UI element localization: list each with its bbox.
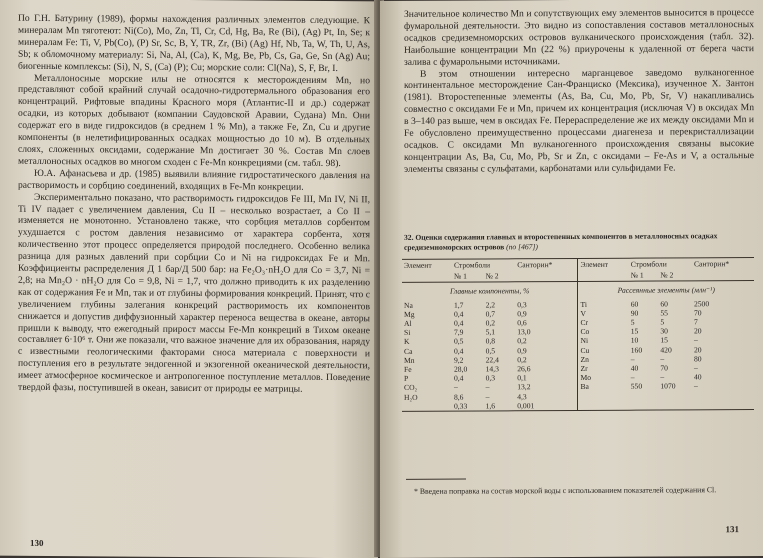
table-cell: 550 <box>630 382 643 392</box>
table-cell: – <box>630 372 635 382</box>
table-cell <box>402 401 452 411</box>
table-cell: – <box>453 383 458 393</box>
table-cell: Cu <box>578 345 629 354</box>
table-cell: 7 <box>693 317 698 327</box>
table-cell <box>578 391 629 400</box>
paragraph: По Г.Н. Батурину (1989), формы нахождения различных элементов следующие. К минералам Mn тяготеют: Ni(Co), Mo, Zn, Tl, Cr, Cd, Hg, Ba, Re (Bi), (Ag) Pt, In, Se; к минералам Fe: Ti, V, Pb(Co), (P) Sr, Sc, B, Y, TR, Zr, (Bi) (Ag) Hf, Nb, Ta, W, Th, U, As, Sb; к обломочному материалу: Si, Na, Al, (Ca), K, Mg, Be, Pb, Cs, Ga, Ge, Sn (Ag) Au; биогенные комплексы: (Si), N, S, (Ca) (P); Cu; морские соли: Cl(Na), S, F, Br, I. <box>18 12 370 74</box>
col-header-no2: № 2 <box>484 270 516 282</box>
table-cell: 2,2 <box>485 300 496 310</box>
table-cell: – <box>630 354 635 364</box>
table-cell: – <box>485 392 490 402</box>
main-components-subheader: Главные компоненты, % <box>450 286 530 297</box>
table-cell: 4,3 <box>517 391 527 401</box>
table-cell: 0,001 <box>515 401 578 411</box>
table-cell: 8,6 <box>453 392 464 402</box>
table-cell: 5 <box>630 317 635 327</box>
table-cell: – <box>693 335 698 345</box>
col-header-no1: № 1 <box>452 271 484 283</box>
table-cell: – <box>660 372 665 382</box>
table-cell: Cr <box>578 318 629 327</box>
col-header-no2: № 2 <box>658 270 692 282</box>
table-cell: 60 <box>630 299 639 309</box>
table-cell: 30 <box>660 326 668 336</box>
table-cell: 13,2 <box>517 382 531 392</box>
table-cell: 1070 <box>660 381 676 391</box>
table-cell: 0,3 <box>485 373 496 383</box>
table-cell: 0,4 <box>453 309 464 319</box>
table-cell: 0,9 <box>517 345 527 355</box>
paragraph: Ю.А. Афанасьева и др. (1985) выявили влияние гидростатического давления на растворимость и сорбцию соединений, входящих в Fe-Mn конкреции. <box>18 167 370 193</box>
table-cell: Ti <box>578 299 629 308</box>
table-cell: 70 <box>660 363 668 373</box>
col-header-element: Элемент <box>402 259 452 271</box>
table-cell: 10 <box>630 336 639 346</box>
table-cell: 0,2 <box>517 336 527 346</box>
table-cell: 7,9 <box>453 327 464 337</box>
table-cell: 0,4 <box>453 318 464 328</box>
composition-table <box>402 257 754 412</box>
page-number: 130 <box>30 537 44 548</box>
table-cell: 90 <box>630 308 639 318</box>
table-cell: Fe <box>404 364 412 374</box>
table-cell: Mn <box>404 355 415 365</box>
table-cell: 1,7 <box>453 300 464 310</box>
table-cell: 70 <box>693 308 702 318</box>
table-cell <box>658 391 692 400</box>
table-cell: 0,4 <box>453 373 464 383</box>
table-cell: 28,0 <box>453 364 468 374</box>
table-cell: V <box>578 309 629 318</box>
table-cell: Al <box>404 318 412 328</box>
right-text-column <box>404 7 754 176</box>
table-cell: 0,5 <box>453 336 464 347</box>
table-cell: 40 <box>693 372 702 382</box>
table-cell: 2500 <box>693 298 710 308</box>
table-cell: 5 <box>660 317 665 327</box>
paragraph: В этом отношении интересно марганцевое заведомо вулканогенное континентальное месторождение Сан-Франциско (Мексика), изученное Х. Зантон (1981). Второстепенные элементы (As, Ba, Cu, Mo, Pb, Sr, V) накапливались совместно с оксидами Fe и Mn, причем их концентрация (исключая V) в оксидах Mn в 3–140 раз выше, чем в оксидах Fe. Перераспределение же их между оксидами Mn и Fe обусловлено преимущественно процессами диагенеза и перекристаллизации осадков. С оксидами Mn вулканогенного происхождения связаны высокие концентрации As, Ba, Cu, Mo, Pb, Sr и Zn, с оксидами – Fe-As и V, а остальные элементы связаны с сульфатами, карбонатами или сульфидами Fe. <box>404 66 754 175</box>
paragraph: Экспериментально показано, что растворимость гидроксидов Fe III, Mn IV, Ni II, Ti IV падает с увеличением давления, Cu II – несколько возрастает, а Co II – изменяется не монотонно. Установлено также, что сорбция металлов сорбентом ухудшается с ростом давления независимо от характера сорбента, хотя количественно этот процесс определяется природой последнего. Особенно велика разница для разных давлений при сорбции Co и Ni на гидроксидах Fe и Mn. Коэффициенты распределения Д 1 бар/Д 500 бар: на Fe₂O₃·nH₂O для Co = 3,7, Ni = 2,8; на Mn₂O · nH₂O для Co = 9,8, Ni = 1,7, что должно приводить к их разделению как от содержания Fe и Mn, так и от глубины формирования конкреций. Принят, что с увеличением глубины залегания конкреций растворимость их компонентов снижается и допустив диффузионный характер переноса вещества в океане, авторы пришли к выводу, что ежегодный прирост массы Fe-Mn конкреций в Тихом океане составляет 6·10⁶ т. Они же показали, что важное значение для их образования, наряду с известными геологическими факторами сноса материала с поверхности и поступления его в результате эндогенной и экзогенной океанической деятельности, имеет атмосферное космическое и антропогенное поступление металлов. Поведение твердой фазы, поступившей в океан, зависит от природы ее матрицы. <box>18 191 370 395</box>
table-cell: 0,9 <box>517 309 527 319</box>
left-page <box>0 0 378 558</box>
table-cell: Mo <box>578 373 629 382</box>
table-cell: 0,5 <box>485 346 496 356</box>
table-cell: P <box>404 374 409 384</box>
trace-elements-subheader: Рассеянные элементы (млн⁻¹) <box>578 281 754 300</box>
table-cell <box>629 400 659 410</box>
table-cell: 0,8 <box>485 336 496 346</box>
table-cell <box>578 401 629 411</box>
table-caption-text: 32. Оценки содержания главных и второстепенных компонентов в металлоносных осадках средиземноморских островов <box>404 231 718 252</box>
table-cell: 0,33 <box>452 401 484 411</box>
col-header-santorini: Санторин* <box>515 258 578 270</box>
table-cell: 0,4 <box>453 346 464 356</box>
table-row <box>402 400 754 412</box>
table-cell: Zr <box>578 364 629 373</box>
paragraph: Металлоносные морские илы не относятся к месторождениям Mn, но представляют собой крайний случай осадочно-гидротермального образования его концентраций. Рифтовые впадины Красного моря (Атлантис-II и др.) содержат осадки, из которых добывают (компании Саудовской Аравии, Судана) Mn. Они содержат его в виде гидроксидов (в среднем 1 % Mn), а также Fe, Zn, Cu и другие компоненты (в нелетифицированных осадках мощностью до 10 м). В отдельных слоях, сложенных оксидами, содержание Mn достигает 30 %. Состав Mn слоев металлоносных осадков во многом сходен с Fe-Mn конкрециями (см. табл. 98). <box>18 72 370 169</box>
table-cell: Si <box>404 328 411 338</box>
table-cell: 26,6 <box>517 364 531 374</box>
table-cell <box>629 391 659 400</box>
table-cell: 420 <box>660 345 672 355</box>
table-caption-ref: (по [467]) <box>506 241 538 251</box>
table-cell: 0,7 <box>485 309 496 319</box>
table-cell: CO₂ <box>404 383 418 393</box>
table-cell <box>692 400 754 410</box>
footnote-rule <box>406 479 466 480</box>
table-cell: 15 <box>660 335 668 345</box>
table-cell: – <box>693 381 698 391</box>
table-cell: 0,1 <box>517 373 527 383</box>
page-number: 131 <box>725 524 739 535</box>
table-cell: – <box>693 363 698 373</box>
table-cell: 55 <box>660 308 668 318</box>
col-header-santorini: Санторин* <box>692 258 754 270</box>
table-cell: 0,6 <box>517 318 527 328</box>
col-header-stromboli: Стромболи <box>452 259 515 271</box>
table-cell: – <box>485 382 490 392</box>
table-cell <box>692 391 754 401</box>
table-cell: 5,1 <box>485 327 496 337</box>
col-header-stromboli: Стромболи <box>629 258 692 270</box>
table-cell: 160 <box>630 345 643 355</box>
table-cell: 40 <box>630 363 639 373</box>
table-cell: 0,2 <box>517 355 527 365</box>
table-cell: 20 <box>693 326 702 336</box>
table-cell: Ni <box>578 336 629 345</box>
table-caption <box>404 231 754 252</box>
paragraph: Значительное количество Mn и сопутствующих ему элементов выносится в процессе фумарольной деятельности. Это видно из сопоставления составов металлоносных осадков средиземноморских островов вулканического происхождения (табл. 32). Наибольшие концентрации Mn (22 %) приурочены к удаленной от берега части залива с фумарольными источниками. <box>404 7 754 68</box>
table-cell: 15 <box>630 326 639 336</box>
table-cell: 80 <box>693 354 702 364</box>
table-cell: K <box>404 337 410 347</box>
table-cell: 0,2 <box>485 318 496 328</box>
col-header-no1: № 1 <box>629 270 659 282</box>
right-page <box>380 0 763 558</box>
table-cell: 22,4 <box>485 355 499 365</box>
col-header-element: Элемент <box>578 258 629 270</box>
table-cell: H₂O <box>404 392 418 402</box>
table-cell: Co <box>578 327 629 336</box>
table-cell <box>658 400 692 410</box>
table-cell: 60 <box>660 299 668 309</box>
table-cell: 20 <box>693 344 702 354</box>
table-cell: 1,6 <box>484 401 516 411</box>
table-cell: Ca <box>404 346 413 356</box>
table-cell: 9,2 <box>453 355 464 365</box>
table-cell: 0,3 <box>517 299 527 309</box>
table-cell: 13,0 <box>517 327 531 337</box>
table-cell: – <box>660 354 665 364</box>
left-text-column <box>18 13 370 396</box>
table-cell: Ba <box>578 382 629 391</box>
table-cell: Mg <box>404 309 415 319</box>
table-cell: 14,3 <box>485 364 499 374</box>
table-cell: Na <box>404 300 413 310</box>
table-footnote: * Введена поправка на состав морской воды с использованием показателей содержания Cl. <box>414 485 717 496</box>
table-cell: Zn <box>578 355 629 364</box>
